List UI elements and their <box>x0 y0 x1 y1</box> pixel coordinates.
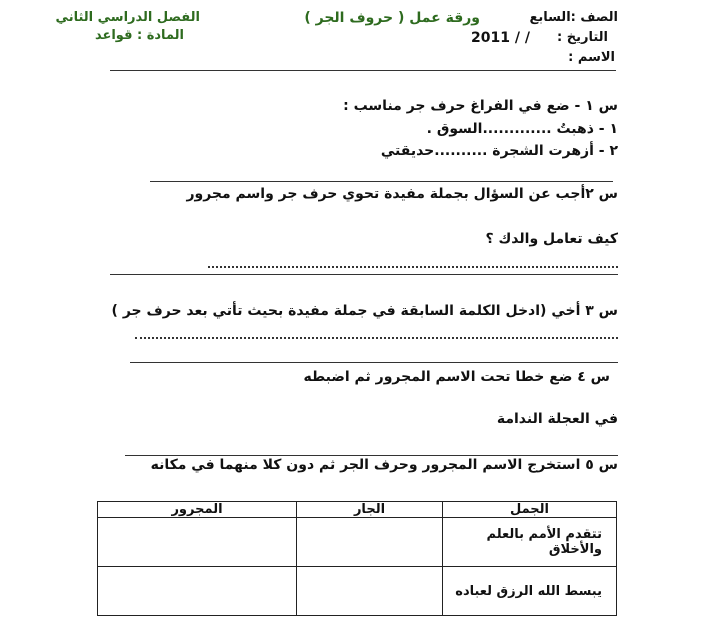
semester-label: الفصل الدراسي الثاني <box>55 10 200 25</box>
preposition-cell[interactable] <box>297 518 443 567</box>
q4-divider <box>125 455 618 456</box>
header-divider <box>110 70 616 71</box>
q3-answer-line <box>135 337 618 339</box>
sentence-cell: تتقدم الأمم بالعلم والأخلاق <box>443 518 617 567</box>
q2-question: كيف تعامل والدك ؟ <box>485 231 618 247</box>
column-header-preposition: الجار <box>297 502 443 518</box>
date-value: 2011 / / <box>471 30 530 46</box>
q5-prompt: س ٥ استخرج الاسم المجرور وحرف الجر ثم دون كلا منهما في مكانه <box>150 457 618 473</box>
q2-answer-line <box>208 266 618 268</box>
genitive-noun-cell[interactable] <box>98 567 297 616</box>
table-header-row <box>98 502 617 518</box>
student-name-label: الاسم : <box>568 50 615 65</box>
q1-item-2: ٢ - أزهرت الشجرة ..........حديقتي <box>380 143 618 159</box>
q2-prompt: س ٢أجب عن السؤال بجملة مفيدة تحوي حرف جر واسم مجرور <box>186 186 618 202</box>
genitive-noun-cell[interactable] <box>98 518 297 567</box>
table-row <box>98 518 617 567</box>
sentence-cell: يبسط الله الرزق لعباده <box>443 567 617 616</box>
q4-prompt: س ٤ ضع خطا تحت الاسم المجرور ثم اضبطه <box>303 369 610 385</box>
q1-divider <box>150 181 613 182</box>
subject-label: المادة : قواعد <box>94 28 184 43</box>
q5-answer-table <box>97 501 617 616</box>
q1-item-1: ١ - ذهبتُ .............السوق . <box>426 121 618 137</box>
column-header-genitive-noun: المجرور <box>98 502 297 518</box>
worksheet-title: ورقة عمل ( حروف الجر ) <box>304 10 480 26</box>
preposition-cell[interactable] <box>297 567 443 616</box>
grade-label: الصف :السابع <box>529 10 618 25</box>
table-row <box>98 567 617 616</box>
q4-sentence: في العجلة الندامة <box>496 411 618 427</box>
q2-divider <box>110 274 618 275</box>
q3-prompt: س ٣ أخي (ادخل الكلمة السابقة في جملة مفيدة بحيث تأتي بعد حرف جر ) <box>111 303 618 319</box>
q3-divider <box>130 362 618 363</box>
q1-prompt: س ١ - ضع في الفراغ حرف جر مناسب : <box>343 98 618 114</box>
date-label: التاريخ : <box>557 30 608 45</box>
column-header-sentences: الجمل <box>443 502 617 518</box>
